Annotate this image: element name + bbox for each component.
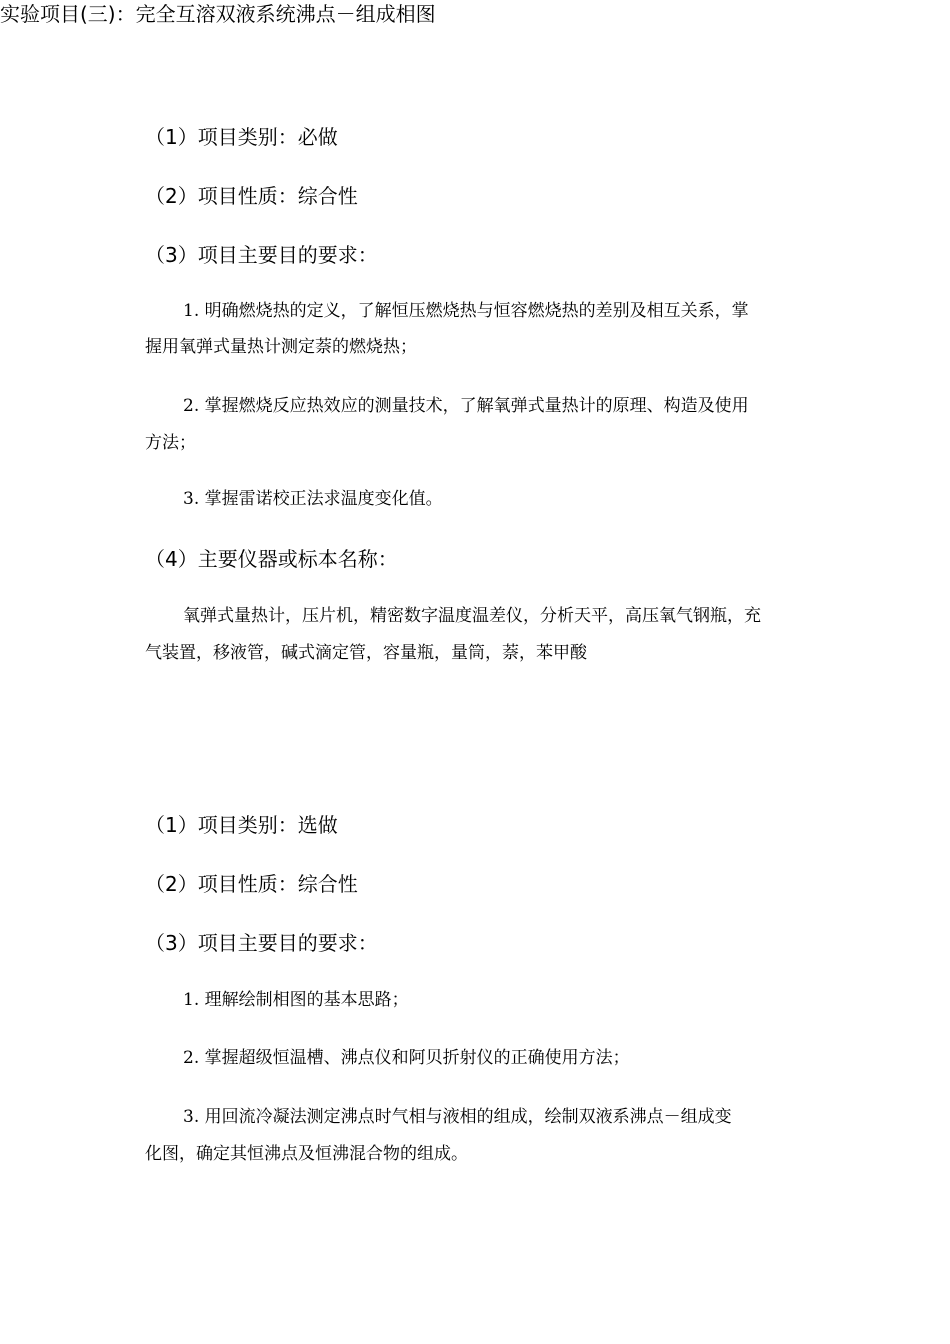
section2-instruments-heading: （4）主要仪器或标本名称：: [145, 547, 398, 571]
section2-purpose-item-2-line2: 方法；: [145, 433, 196, 453]
section3-nature: （2）项目性质：综合性: [145, 872, 358, 896]
section3-title: 实验项目(三)：完全互溶双液系统沸点－组成相图: [0, 2, 436, 26]
section3-purpose-item-2: 2. 掌握超级恒温槽、沸点仪和阿贝折射仪的正确使用方法；: [183, 1048, 630, 1068]
section2-instruments-line2: 气装置，移液管，碱式滴定管，容量瓶，量筒，萘，苯甲酸: [145, 643, 587, 663]
section2-purpose-item-3: 3. 掌握雷诺校正法求温度变化值。: [183, 489, 443, 509]
section3-purpose-item-3-line2: 化图，确定其恒沸点及恒沸混合物的组成。: [145, 1144, 468, 1164]
section2-instruments-line1: 氧弹式量热计，压片机，精密数字温度温差仪，分析天平，高压氧气钢瓶，充: [183, 606, 761, 626]
section2-category: （1）项目类别：必做: [145, 125, 338, 149]
section2-purpose-item-1-line2: 握用氧弹式量热计测定萘的燃烧热；: [145, 337, 417, 357]
section3-category: （1）项目类别：选做: [145, 813, 338, 837]
section3-purpose-item-1: 1. 理解绘制相图的基本思路；: [183, 990, 409, 1010]
section2-purpose-heading: （3）项目主要目的要求：: [145, 243, 378, 267]
section3-purpose-item-3-line1: 3. 用回流冷凝法测定沸点时气相与液相的组成，绘制双液系沸点－组成变: [183, 1107, 732, 1127]
section2-purpose-item-1-line1: 1. 明确燃烧热的定义，了解恒压燃烧热与恒容燃烧热的差别及相互关系，掌: [183, 301, 749, 321]
section2-nature: （2）项目性质：综合性: [145, 184, 358, 208]
section2-purpose-item-2-line1: 2. 掌握燃烧反应热效应的测量技术，了解氧弹式量热计的原理、构造及使用: [183, 396, 749, 416]
section3-purpose-heading: （3）项目主要目的要求：: [145, 931, 378, 955]
